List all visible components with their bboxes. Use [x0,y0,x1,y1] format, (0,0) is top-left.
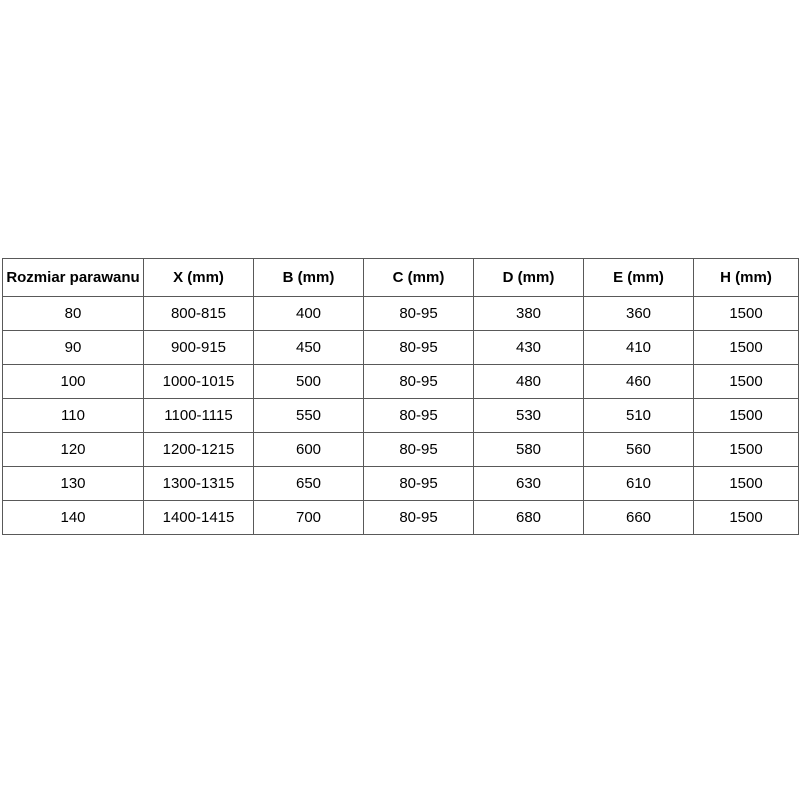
table-cell-5-4: 630 [474,467,584,501]
spec-table-header-row [3,259,799,297]
table-cell-4-3: 80-95 [364,433,474,467]
table-cell-2-4: 480 [474,365,584,399]
table-row-5 [3,467,799,501]
size-spec-table [2,258,799,535]
table-cell-3-6: 1500 [694,399,799,433]
size-spec-table-container [2,258,798,535]
table-cell-1-0: 90 [3,331,144,365]
table-cell-2-1: 1000-1015 [144,365,254,399]
table-cell-3-2: 550 [254,399,364,433]
table-cell-0-0: 80 [3,297,144,331]
table-cell-3-0: 110 [3,399,144,433]
table-row-4 [3,433,799,467]
table-cell-3-4: 530 [474,399,584,433]
table-cell-6-6: 1500 [694,501,799,535]
table-cell-5-0: 130 [3,467,144,501]
table-cell-4-0: 120 [3,433,144,467]
table-cell-0-6: 1500 [694,297,799,331]
table-cell-5-5: 610 [584,467,694,501]
column-header-0: Rozmiar parawanu [3,259,144,297]
table-row-6 [3,501,799,535]
table-cell-2-6: 1500 [694,365,799,399]
table-cell-1-4: 430 [474,331,584,365]
spec-table-body [3,297,799,535]
table-cell-0-5: 360 [584,297,694,331]
table-cell-0-4: 380 [474,297,584,331]
table-cell-1-2: 450 [254,331,364,365]
table-cell-1-3: 80-95 [364,331,474,365]
column-header-5: E (mm) [584,259,694,297]
column-header-4: D (mm) [474,259,584,297]
table-cell-6-1: 1400-1415 [144,501,254,535]
table-cell-6-3: 80-95 [364,501,474,535]
table-cell-5-3: 80-95 [364,467,474,501]
table-cell-1-6: 1500 [694,331,799,365]
table-cell-2-0: 100 [3,365,144,399]
table-cell-6-4: 680 [474,501,584,535]
column-header-3: C (mm) [364,259,474,297]
table-cell-2-2: 500 [254,365,364,399]
table-cell-4-2: 600 [254,433,364,467]
table-cell-2-5: 460 [584,365,694,399]
table-cell-2-3: 80-95 [364,365,474,399]
column-header-2: B (mm) [254,259,364,297]
table-cell-3-3: 80-95 [364,399,474,433]
table-cell-5-1: 1300-1315 [144,467,254,501]
table-cell-6-2: 700 [254,501,364,535]
table-row-3 [3,399,799,433]
column-header-1: X (mm) [144,259,254,297]
table-cell-4-6: 1500 [694,433,799,467]
column-header-6: H (mm) [694,259,799,297]
table-cell-4-5: 560 [584,433,694,467]
table-cell-0-1: 800-815 [144,297,254,331]
table-row-1 [3,331,799,365]
table-cell-5-2: 650 [254,467,364,501]
table-cell-6-0: 140 [3,501,144,535]
table-row-0 [3,297,799,331]
table-cell-3-1: 1100-1115 [144,399,254,433]
table-cell-0-2: 400 [254,297,364,331]
table-cell-0-3: 80-95 [364,297,474,331]
table-row-2 [3,365,799,399]
table-cell-1-1: 900-915 [144,331,254,365]
table-cell-1-5: 410 [584,331,694,365]
table-cell-6-5: 660 [584,501,694,535]
table-cell-4-1: 1200-1215 [144,433,254,467]
table-cell-5-6: 1500 [694,467,799,501]
table-cell-3-5: 510 [584,399,694,433]
table-cell-4-4: 580 [474,433,584,467]
